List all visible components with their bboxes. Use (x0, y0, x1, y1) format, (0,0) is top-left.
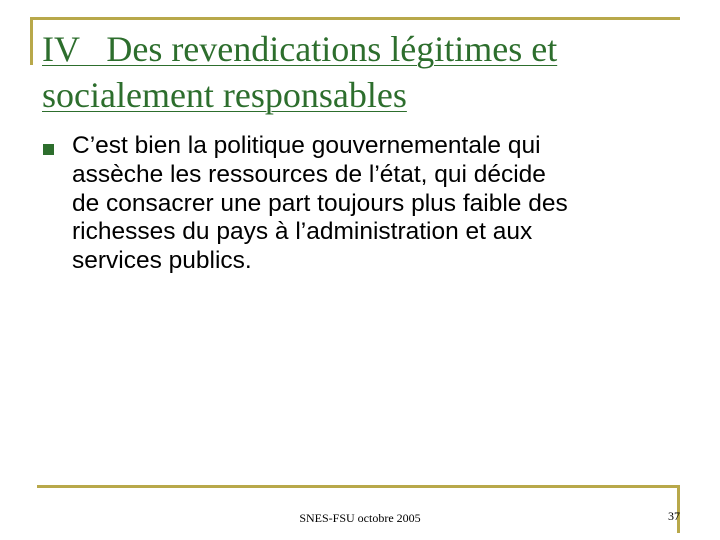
title-top-rule (30, 17, 680, 20)
bullet-text-line: de consacrer une part toujours plus faible des (72, 189, 568, 217)
title-line: socialement responsables (42, 75, 407, 115)
bullet-list (38, 132, 688, 276)
bullet-text-line: C’est bien la politique gouvernementale qui (72, 132, 541, 159)
page-number: 37 (668, 509, 680, 523)
title-line: IV Des revendications légitimes et (42, 29, 558, 69)
slide-title (42, 26, 682, 118)
footer-text: SNES-FSU octobre 2005 (299, 511, 421, 525)
square-bullet-icon (43, 144, 54, 155)
bullet-text-line: richesses du pays à l’administration et aux (72, 218, 533, 246)
bullet-text-line: assèche les ressources de l’état, qui décide (72, 160, 546, 188)
footer-rule (37, 485, 680, 488)
title-left-rule (30, 17, 33, 65)
bullet-item (38, 132, 688, 276)
bullet-text-line: services publics. (72, 247, 252, 275)
